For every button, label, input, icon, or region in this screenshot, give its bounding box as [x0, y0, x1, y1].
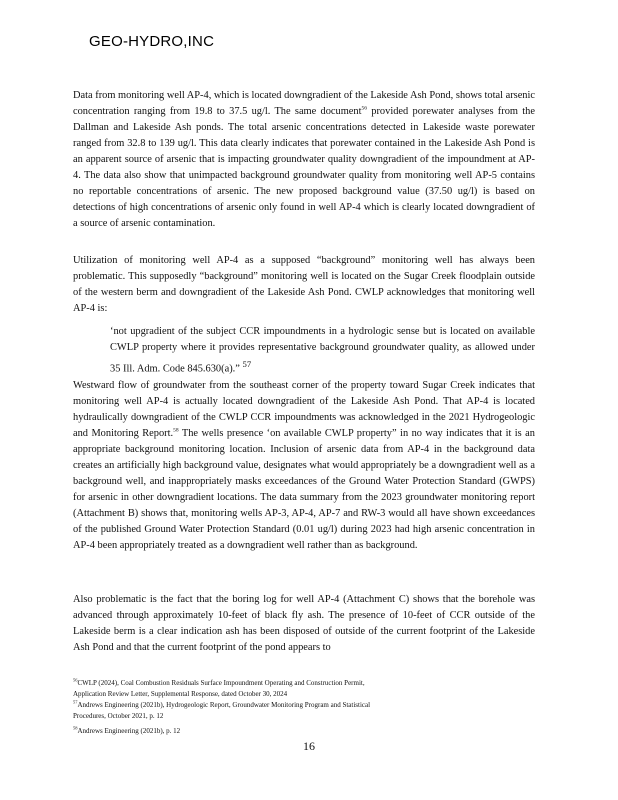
- paragraph-background-well: Utilization of monitoring well AP-4 as a supposed “background” monitoring well has always been problematic. This supposedly “background” monitoring well is located on the Sugar Creek floodplain outside of the western berm and downgradient of the Lakeside Ash Pond. CWLP acknowledges that monitoring well AP-4 is:: [73, 255, 535, 315]
- paragraph-text-continued: The wells presence ‘on available CWLP property” in no way indicates that it is an appropriate background monitoring location. Inclusion of arsenic data from AP-4 in the background data creates an artificially high background value, designates what would appropriately be a downgradient well as a background well, and inappropriately masks exceedances of the Ground Water Protection Standard (GWPS) for arsenic in other downgradient locations. The data summary from the 2023 groundwater monitoring report (Attachment B) shows that, monitoring wells AP-3, AP-4, AP-7 and RW-3 would all have shown exceedances of the published Ground Water Protection Standard (0.01 ug/l) during 2023 had high arsenic concentration in AP-4 been appropriately treated as a downgradient well rather than as background.: [73, 428, 535, 552]
- footnotes: [73, 678, 493, 737]
- footnote-56: [73, 678, 493, 700]
- paragraph-westward-flow: [73, 378, 535, 555]
- footnote-ref-56: 56: [361, 105, 367, 112]
- footnote-ref-58: 58: [173, 427, 179, 434]
- footnote-marker: 57: [73, 699, 78, 705]
- page-number: 16: [303, 739, 315, 753]
- footnote-57: [73, 700, 493, 722]
- paragraph-text: Westward flow of groundwater from the southeast corner of the property toward Sugar Creek indicates that monitoring well AP-4 is actually located downgradient of the Lakeside Ash Pond. That AP-4 is located hydraulically downgradient of the CWLP CCR impoundments was acknowledged in the 2021 Hydrogeologic and Monitoring Report.: [73, 380, 535, 440]
- paragraph-boring-log: Also problematic is the fact that the boring log for well AP-4 (Attachment C) shows that the borehole was advanced through approximately 10-feet of black fly ash. The presence of 10-feet of CCR outside of the Lakeside berm is a clear indication ash has been disposed of outside of the current footprint of the Lakeside Ash Pond and that the current footprint of the pond appears to: [73, 594, 535, 654]
- paragraph-text: Data from monitoring well AP-4, which is located downgradient of the Lakeside Ash Pond, shows total arsenic concentration ranging from 19.8 to 37.5 ug/l. The same document: [73, 90, 535, 118]
- footnote-marker: 58: [73, 725, 78, 731]
- footnote-marker: 56: [73, 677, 78, 683]
- quote-text: ‘not upgradient of the subject CCR impoundments in a hydrologic sense but is located on available CWLP property where it provides representative background groundwater quality, as allowed under 35 Ill. Adm. Code 845.630(a).”: [110, 326, 535, 375]
- paragraph-arsenic-data: [73, 88, 535, 232]
- footnote-text: Andrews Engineering (2021b), p. 12: [77, 727, 181, 735]
- footnote-text: CWLP (2024), Coal Combustion Residuals Surface Impoundment Operating and Construction Permit,: [77, 679, 365, 687]
- footnote-text-line2: Application Review Letter, Supplemental Response, dated October 30, 2024: [73, 690, 288, 698]
- footnote-58: [73, 726, 493, 737]
- company-header: GEO-HYDRO,INC: [89, 33, 215, 50]
- paragraph-text-continued: provided porewater analyses from the Dallman and Lakeside Ash ponds. The total arsenic concentrations detected in Lakeside waste porewater ranged from 32.8 to 139 ug/l. This data clearly indicates that porewater contained in the Lakeside Ash Pond is an apparent source of arsenic that is impacting groundwater quality downgradient of the impoundment at AP-4. The data also show that unimpacted background groundwater quality from monitoring well AP-5 contains no reportable concentrations of arsenic. The new proposed background value (37.50 ug/l) is based on detections of high concentrations of arsenic only found in well AP-4 which is clearly located downgradient of a source of arsenic contamination.: [73, 106, 535, 230]
- footnote-text-line2: Procedures, October 2021, p. 12: [73, 712, 164, 720]
- block-quote: [110, 324, 535, 378]
- footnote-ref-57: 57: [242, 359, 252, 370]
- footnote-text: Andrews Engineering (2021b), Hydrogeologic Report, Groundwater Monitoring Program and Statistical: [77, 701, 371, 709]
